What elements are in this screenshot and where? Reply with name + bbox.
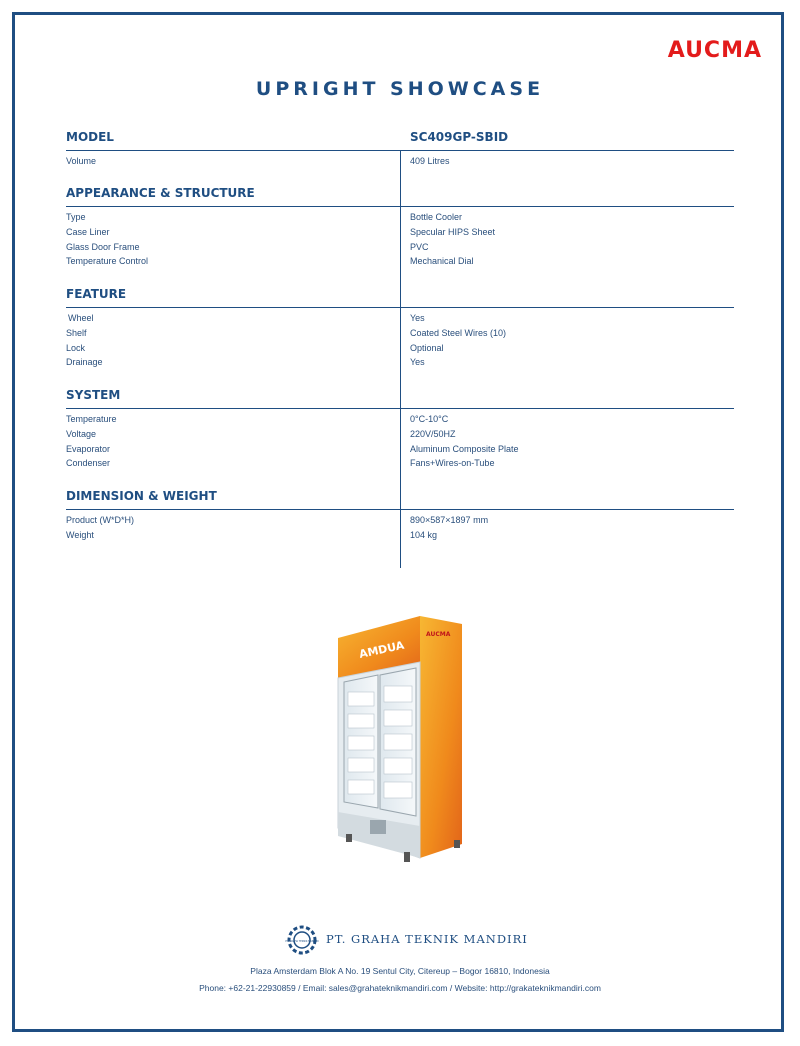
spec-label: Temperature Control — [66, 256, 149, 267]
spec-value: 220V/50HZ — [410, 428, 456, 439]
spec-label: Drainage — [66, 357, 103, 368]
spec-row — [66, 412, 734, 427]
spec-value: 890×587×1897 mm — [410, 515, 489, 525]
spec-label: Lock — [66, 342, 86, 353]
spec-row — [66, 154, 734, 169]
spec-label: Temperature — [66, 414, 117, 424]
section-feature-rows — [66, 308, 734, 386]
section-system-header — [66, 386, 734, 409]
brand-logo: AUCMA — [667, 38, 762, 63]
spec-label: Case Liner — [66, 226, 110, 237]
spec-value: Coated Steel Wires (10) — [410, 327, 507, 338]
spec-value: Optional — [410, 342, 444, 353]
spec-value: Yes — [410, 357, 425, 368]
spec-value: 409 Litres — [410, 156, 450, 166]
section-dimension-label: DIMENSION & WEIGHT — [66, 489, 217, 503]
spec-value: Specular HIPS Sheet — [410, 226, 496, 237]
spec-row — [66, 341, 734, 356]
company-contact: Phone: +62-21-22930859 / Email: sales@grahateknikmandiri.com / Website: http://grakateknikmandiri.com — [199, 983, 601, 993]
gear-logo-text: PT. GRAHA TEKNIK MANDIRI — [285, 940, 319, 943]
spec-value: PVC — [410, 241, 429, 252]
spec-label: Condenser — [66, 458, 111, 469]
fridge-wheel — [404, 852, 410, 862]
spec-label: Voltage — [66, 428, 97, 439]
spec-row — [66, 427, 734, 442]
spec-label: Type — [66, 212, 86, 222]
spec-label: Shelf — [66, 327, 87, 338]
section-model-header — [66, 128, 734, 151]
section-dimension-rows — [66, 510, 734, 543]
fridge-side-panel — [420, 616, 462, 858]
section-dimension-header — [66, 487, 734, 510]
spec-label: Weight — [66, 529, 94, 540]
spec-row — [66, 254, 734, 269]
spec-row — [66, 225, 734, 240]
spec-row — [66, 528, 734, 543]
model-number: SC409GP-SBID — [410, 130, 509, 144]
spec-row — [66, 311, 734, 326]
page-title: UPRIGHT SHOWCASE — [255, 78, 545, 100]
spec-value: 0°C-10°C — [410, 414, 449, 424]
section-model-rows — [66, 151, 734, 184]
section-model-label: MODEL — [66, 130, 114, 144]
fridge-wheel — [346, 834, 352, 842]
spec-row — [66, 456, 734, 471]
fridge-vent — [370, 820, 386, 834]
section-appearance-label: APPEARANCE & STRUCTURE — [66, 186, 255, 200]
gear-logo-icon — [284, 922, 320, 958]
spec-value: Yes — [410, 313, 425, 323]
spec-table — [66, 128, 734, 543]
fridge-sign-text: AMDUA — [357, 638, 406, 661]
spec-label: Volume — [66, 156, 97, 166]
company-address: Plaza Amsterdam Blok A No. 19 Sentul City, Citereup – Bogor 16810, Indonesia — [250, 966, 550, 976]
spec-row — [66, 326, 734, 341]
fridge-wheel — [454, 840, 460, 848]
spec-row — [66, 513, 734, 528]
spec-row — [66, 355, 734, 370]
spec-row — [66, 240, 734, 255]
section-feature-label: FEATURE — [66, 287, 127, 301]
section-feature-header — [66, 285, 734, 308]
spec-value: Aluminum Composite Plate — [410, 443, 519, 454]
spec-label: Evaporator — [66, 443, 111, 454]
spec-value: Mechanical Dial — [410, 256, 474, 267]
spec-label: Glass Door Frame — [66, 241, 140, 252]
spec-label: Wheel — [68, 313, 94, 323]
section-system-rows — [66, 409, 734, 487]
spec-value: Fans+Wires-on-Tube — [410, 458, 495, 469]
fridge-side-text: AUCMA — [426, 631, 451, 638]
section-appearance-header — [66, 184, 734, 207]
spec-value: Bottle Cooler — [410, 212, 463, 222]
spec-row — [66, 210, 734, 225]
section-system-label: SYSTEM — [66, 388, 121, 402]
spec-value: 104 kg — [410, 529, 438, 540]
product-image — [330, 612, 478, 870]
company-name: PT. GRAHA TEKNIK MANDIRI — [326, 932, 528, 946]
spec-label: Product (W*D*H) — [66, 515, 135, 525]
section-appearance-rows — [66, 207, 734, 285]
spec-row — [66, 442, 734, 457]
